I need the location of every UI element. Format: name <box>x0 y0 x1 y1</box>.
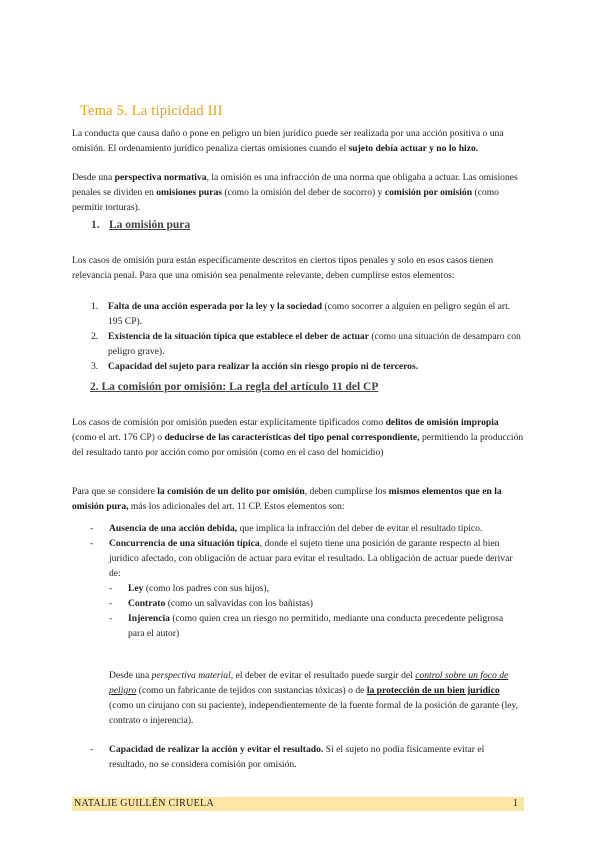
item-number: 3. <box>91 361 99 372</box>
text: , la omisión es una infracción de una norma que obligaba a actuar. Las omisiones penales se dividen en <box>72 172 518 198</box>
dash-marker: - <box>109 613 113 624</box>
text: , donde el sujeto tiene una posición de garante respecto al bien jurídico afectado, con obligación de actuar para evitar el resultado. La obligación de actuar puede derivar de: <box>109 538 513 579</box>
bold-text: Ley <box>128 583 144 594</box>
dash-marker: - <box>90 744 94 755</box>
text: (como los padres con sus hijos), <box>143 583 269 594</box>
item-number: 2. <box>91 331 99 342</box>
list-item <box>90 742 522 772</box>
page-footer <box>72 797 524 811</box>
bold-text: delitos de omisión impropia <box>385 417 499 428</box>
author-name: NATALIE GUILLÉN CIRUELA <box>74 798 214 809</box>
intro-paragraph-1 <box>72 126 524 156</box>
bold-text: Existencia de la situación típica que establece el deber de actuar <box>108 331 369 342</box>
text: (como quien crea un riesgo no permitido, mediante una conducta precedente peligrosa para el autor) <box>128 613 504 639</box>
intro-paragraph-2 <box>72 170 524 215</box>
bold-text: Capacidad de realizar la acción y evitar el resultado. <box>109 744 324 755</box>
sub-list-item <box>109 611 522 641</box>
bold-text: deducirse de las características del tipo penal correspondiente, <box>164 432 420 443</box>
section-1-intro: Los casos de omisión pura están específicamente descritos en ciertos tipos penales y solo en esos casos tienen relevancia penal. Para que una omisión sea penalmente relevante, deben cumplirse estos elementos: <box>72 255 494 281</box>
sub-list-item <box>109 596 522 611</box>
text: (como una situación de desamparo con peligro grave). <box>108 331 521 357</box>
bold-text: la comisión de un delito por omisión <box>157 486 305 497</box>
bold-text: sujeto debía actuar y no lo hizo. <box>348 143 479 154</box>
sub-list-item <box>109 581 522 596</box>
text: La conducta que causa daño o pone en peligro un bien jurídico puede ser realizada por una acción positiva o una omisión. El ordenamiento jurídico penaliza ciertas omisiones cuando el <box>72 128 504 154</box>
capacity-list <box>90 742 522 772</box>
page-title: Tema 5. La tipicidad III <box>80 103 223 119</box>
dash-marker: - <box>109 598 113 609</box>
bold-text: mismos elementos que en la omisión pura, <box>72 486 502 512</box>
bold-text: Falta de una acción esperada por la ley y la sociedad <box>108 301 323 312</box>
section-title: 2. La comisión por omisión: La regla del artículo 11 del CP <box>90 381 379 393</box>
text: , deben cumplirse los <box>304 486 389 497</box>
text: (como permitir torturas). <box>72 187 499 213</box>
text: más los adicionales del art. 11 CP. Estos elementos son: <box>128 501 345 512</box>
item-number: 1. <box>91 301 99 312</box>
bold-text: comisión por omisión <box>384 187 473 198</box>
text: permitiendo la producción del resultado tanto por acción como por omisión (como en el caso del homicidio) <box>72 432 524 458</box>
dash-marker: - <box>90 538 94 549</box>
section-title: La omisión pura <box>109 219 191 231</box>
bold-text: Ausencia de una acción debida, <box>109 523 238 534</box>
material-perspective-paragraph <box>109 668 522 728</box>
bold-text: Concurrencia de una situación típica <box>109 538 260 549</box>
dash-marker: - <box>90 523 94 534</box>
italic-text: perspectiva material <box>151 670 231 681</box>
text: (como el art. 176 CP) o <box>72 432 165 443</box>
text: Los casos de comisión por omisión pueden estar explícitamente tipificados como <box>72 417 386 428</box>
comision-elements-list <box>90 521 522 641</box>
text: que implica la infracción del deber de evitar el resultado típico. <box>237 523 483 534</box>
garante-sources-list <box>109 581 522 641</box>
text: Desde una <box>109 670 152 681</box>
text: (como un salvavidas con los bañistas) <box>165 598 313 609</box>
bold-text: Injerencia <box>128 613 170 624</box>
underlined-text: control sobre un foco de peligro <box>109 670 509 696</box>
list-item <box>91 299 523 329</box>
list-item <box>91 329 523 359</box>
bold-text: Capacidad del sujeto para realizar la acción sin riesgo propio ni de terceros. <box>108 361 419 372</box>
list-item <box>90 521 522 536</box>
underlined-bold-text: la protección de un bien jurídico <box>366 685 500 696</box>
section-2-paragraph-2 <box>72 484 524 514</box>
text: (como un fabricante de tejidos con sustancias tóxicas) o de <box>136 685 367 696</box>
bold-text: Contrato <box>128 598 166 609</box>
list-item <box>90 536 522 641</box>
section-2-heading <box>90 381 378 393</box>
bold-text: omisiones puras <box>156 187 223 198</box>
section-number: 1. <box>91 219 100 231</box>
text: (como socorrer a alguien en peligro según el art. 195 CP). <box>108 301 511 327</box>
text: Desde una <box>72 172 115 183</box>
omision-pura-elements-list <box>91 299 523 374</box>
section-2-paragraph-1 <box>72 415 524 460</box>
text: (como la omisión del deber de socorro) y <box>222 187 385 198</box>
text: (como un cirujano con su paciente), independientemente de la fuente formal de la posición de garante (ley, contrato o injerencia). <box>109 700 519 726</box>
list-item <box>91 359 523 374</box>
page-number: 1 <box>513 798 518 809</box>
text: Si el sujeto no podía físicamente evitar el resultado, no se considera comisión por omisión. <box>109 744 485 770</box>
bold-text: perspectiva normativa <box>114 172 207 183</box>
section-1-heading <box>91 219 190 231</box>
text: , el deber de evitar el resultado puede surgir del <box>230 670 416 681</box>
text: Para que se considere <box>72 486 158 497</box>
dash-marker: - <box>109 583 113 594</box>
